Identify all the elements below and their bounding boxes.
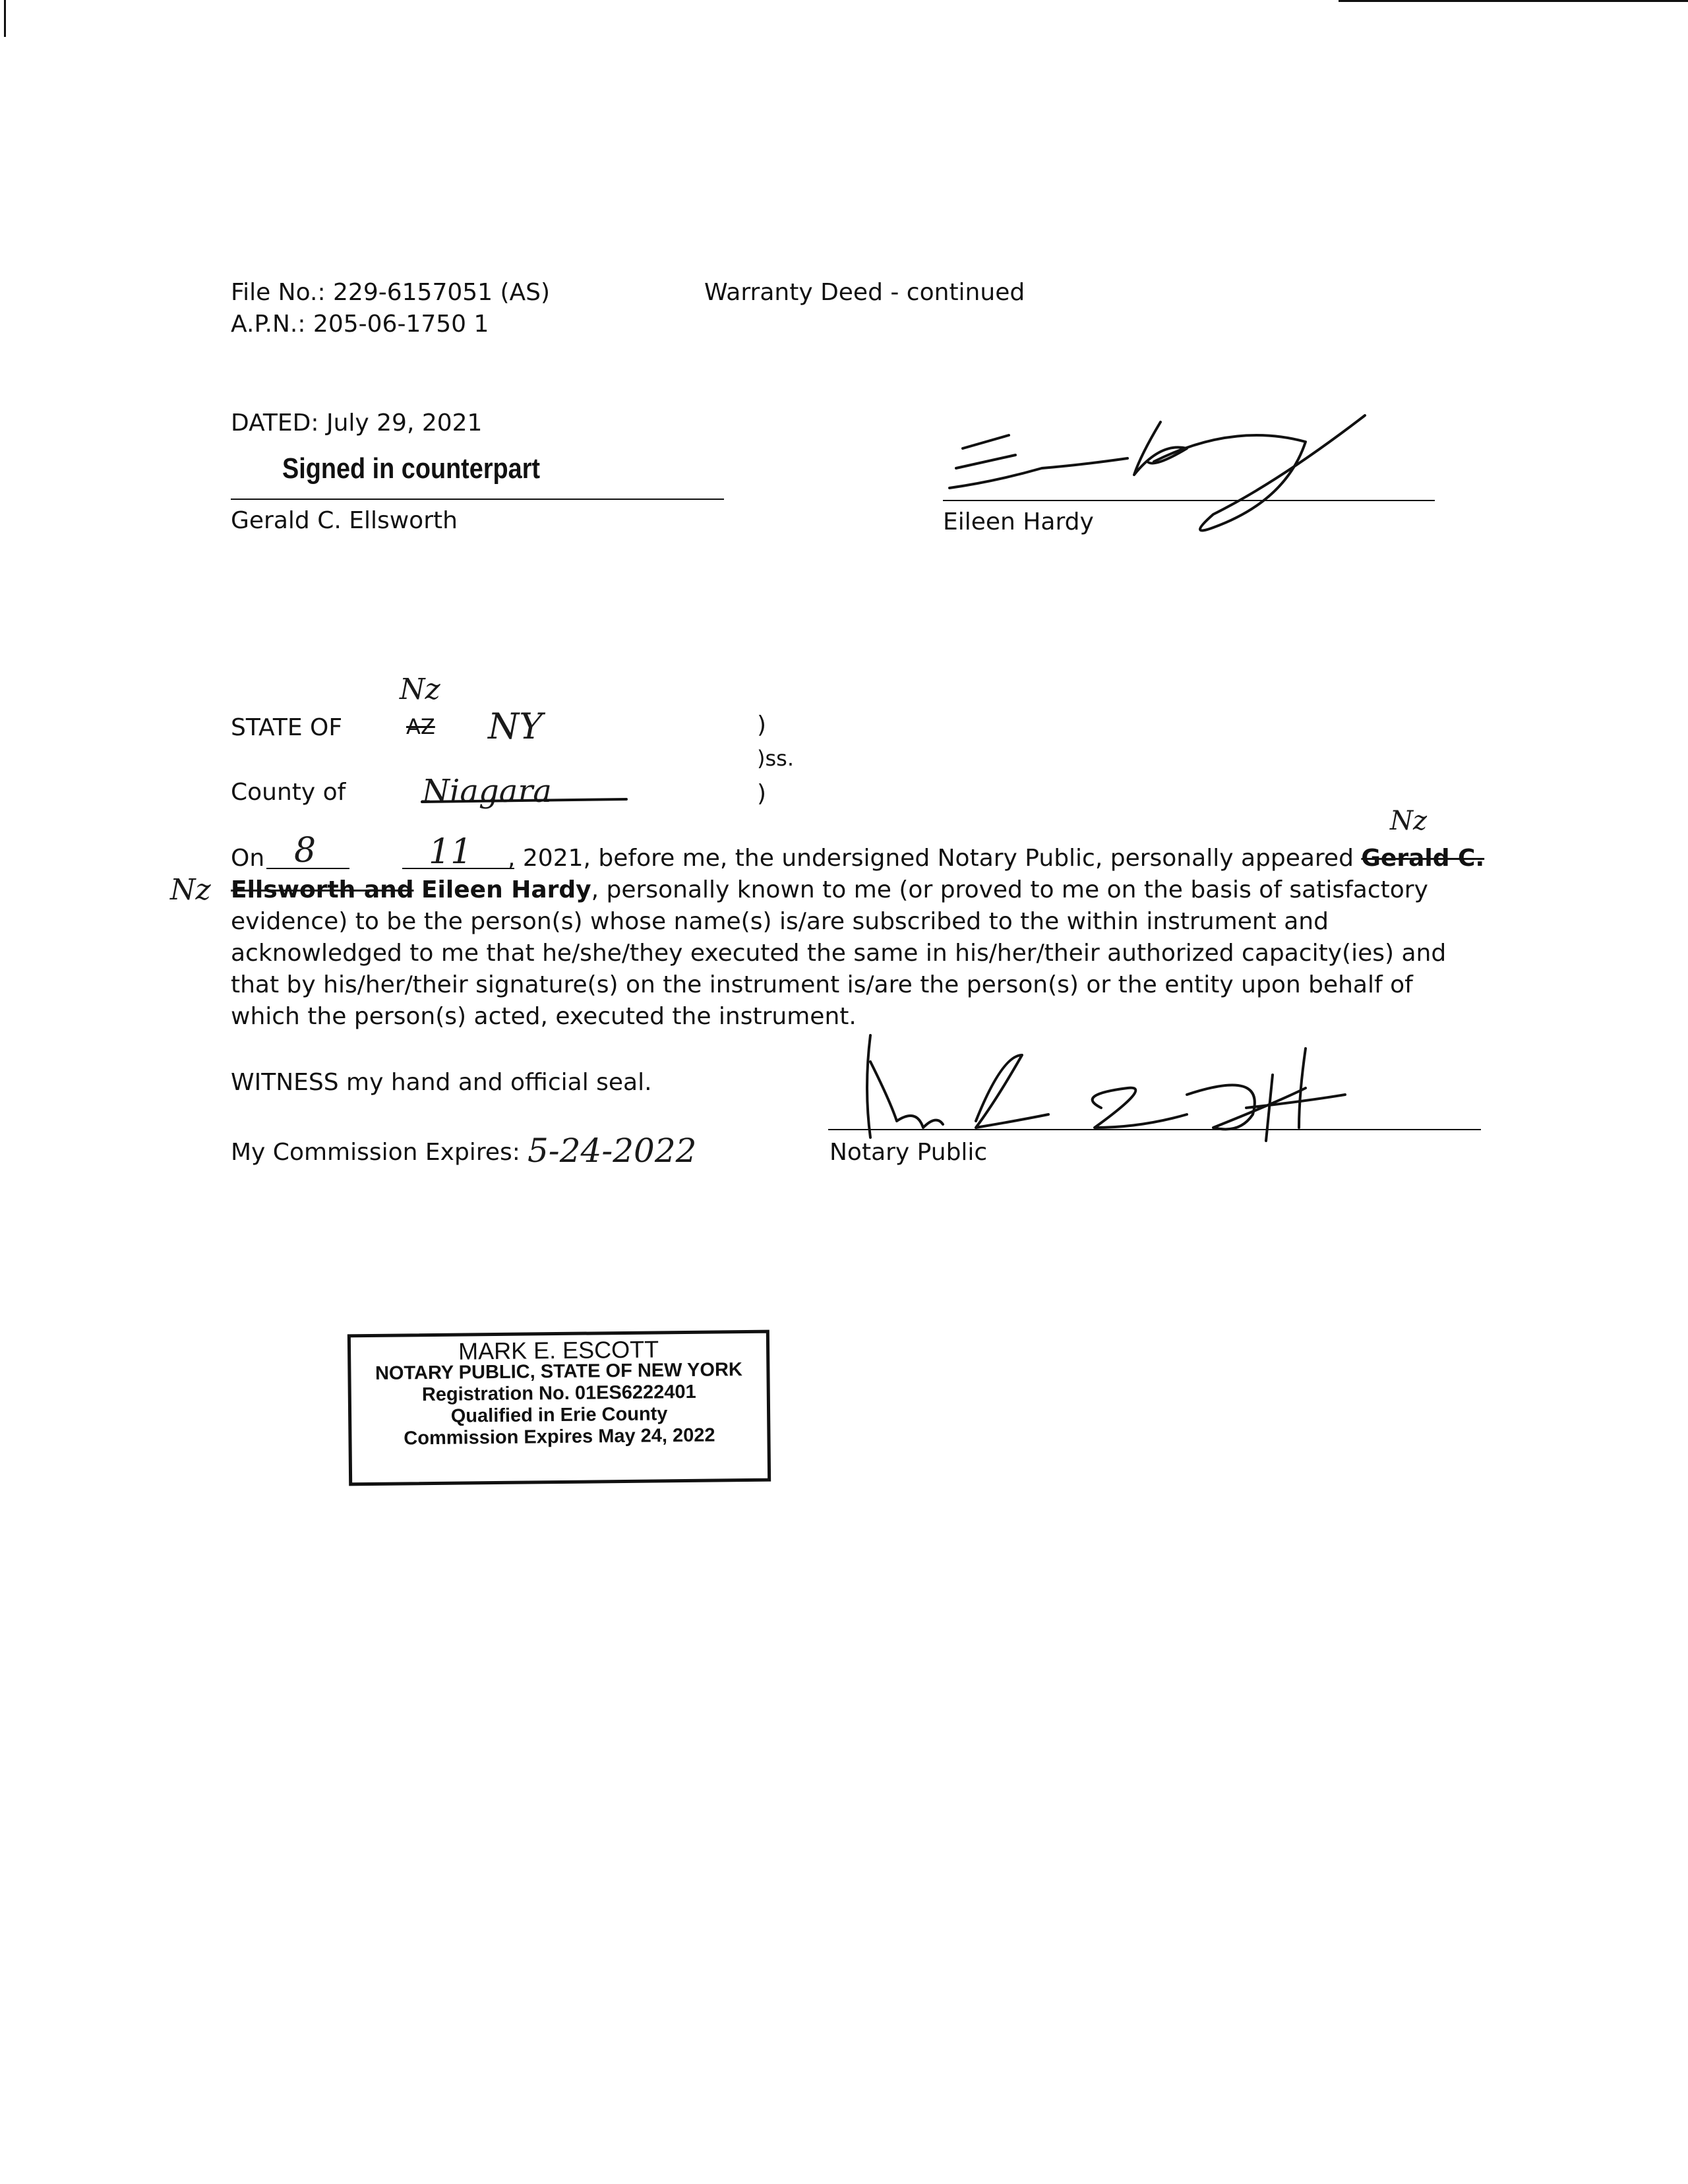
scan-edge-mark: [1339, 0, 1688, 2]
ack-initials-margin: Nz: [170, 873, 211, 907]
commission-handwritten: 5-24-2022: [528, 1132, 697, 1170]
witness-line: WITNESS my hand and official seal.: [231, 1069, 652, 1096]
date-day-handwritten: 11: [429, 832, 473, 872]
ack-line-2: Ellsworth and Eileen Hardy, personally known to me (or proved to me on the basis of satisfactory: [231, 876, 1428, 903]
state-struck: AZ: [406, 714, 435, 739]
apn-number: A.P.N.: 205-06-1750 1: [231, 311, 489, 338]
venue-ss: )ss.: [757, 746, 794, 771]
signer-1-name: Gerald C. Ellsworth: [231, 507, 458, 534]
document-title: Warranty Deed - continued: [704, 279, 1025, 306]
ack-line-3: evidence) to be the person(s) whose name(s) is/are subscribed to the within instrument and: [231, 908, 1329, 935]
ack-line-1-text: , 2021, before me, the undersigned Notary Public, personally appeared Gerald C.: [508, 845, 1485, 872]
counterpart-stamp: Signed in counterpart: [282, 452, 541, 485]
ack-initials-top: Nz: [1390, 806, 1428, 836]
stamp-name: MARK E. ESCOTT: [458, 1335, 659, 1365]
stamp-line-4: Commission Expires May 24, 2022: [404, 1424, 715, 1449]
state-handwritten: NY: [488, 706, 543, 747]
commission-label: My Commission Expires:: [231, 1139, 520, 1166]
county-label: County of: [231, 779, 346, 806]
dated-line: DATED: July 29, 2021: [231, 410, 483, 437]
stamp-line-2: Registration No. 01ES6222401: [421, 1381, 696, 1406]
notary-label: Notary Public: [829, 1139, 988, 1166]
ack-line-5: that by his/her/their signature(s) on the instrument is/are the person(s) or the entity upon behalf of: [231, 971, 1413, 998]
county-handwritten: Niagara: [422, 773, 552, 810]
signature-line-2: [943, 500, 1435, 501]
state-initials: Nz: [400, 673, 440, 706]
ack-line-6: which the person(s) acted, executed the instrument.: [231, 1003, 857, 1030]
stamp-line-1: NOTARY PUBLIC, STATE OF NEW YORK: [375, 1359, 743, 1384]
state-label: STATE OF: [231, 714, 343, 741]
ack-on: On: [231, 845, 265, 872]
stamp-line-3: Qualified in Erie County: [450, 1403, 668, 1427]
venue-paren-3: ): [757, 780, 767, 807]
county-underline-stroke: [415, 795, 633, 808]
venue-paren-1: ): [757, 712, 767, 739]
signature-line-1: [231, 499, 724, 500]
signer-2-name: Eileen Hardy: [943, 508, 1094, 535]
file-number: File No.: 229-6157051 (AS): [231, 279, 551, 306]
notary-seal-stamp: [347, 1330, 771, 1486]
ack-line-4: acknowledged to me that he/she/they executed the same in his/her/their authorized capacity(ies) and: [231, 940, 1447, 967]
notary-signature-line: [828, 1129, 1481, 1130]
scan-margin-mark: [4, 0, 6, 37]
date-month-handwritten: 8: [294, 831, 316, 870]
